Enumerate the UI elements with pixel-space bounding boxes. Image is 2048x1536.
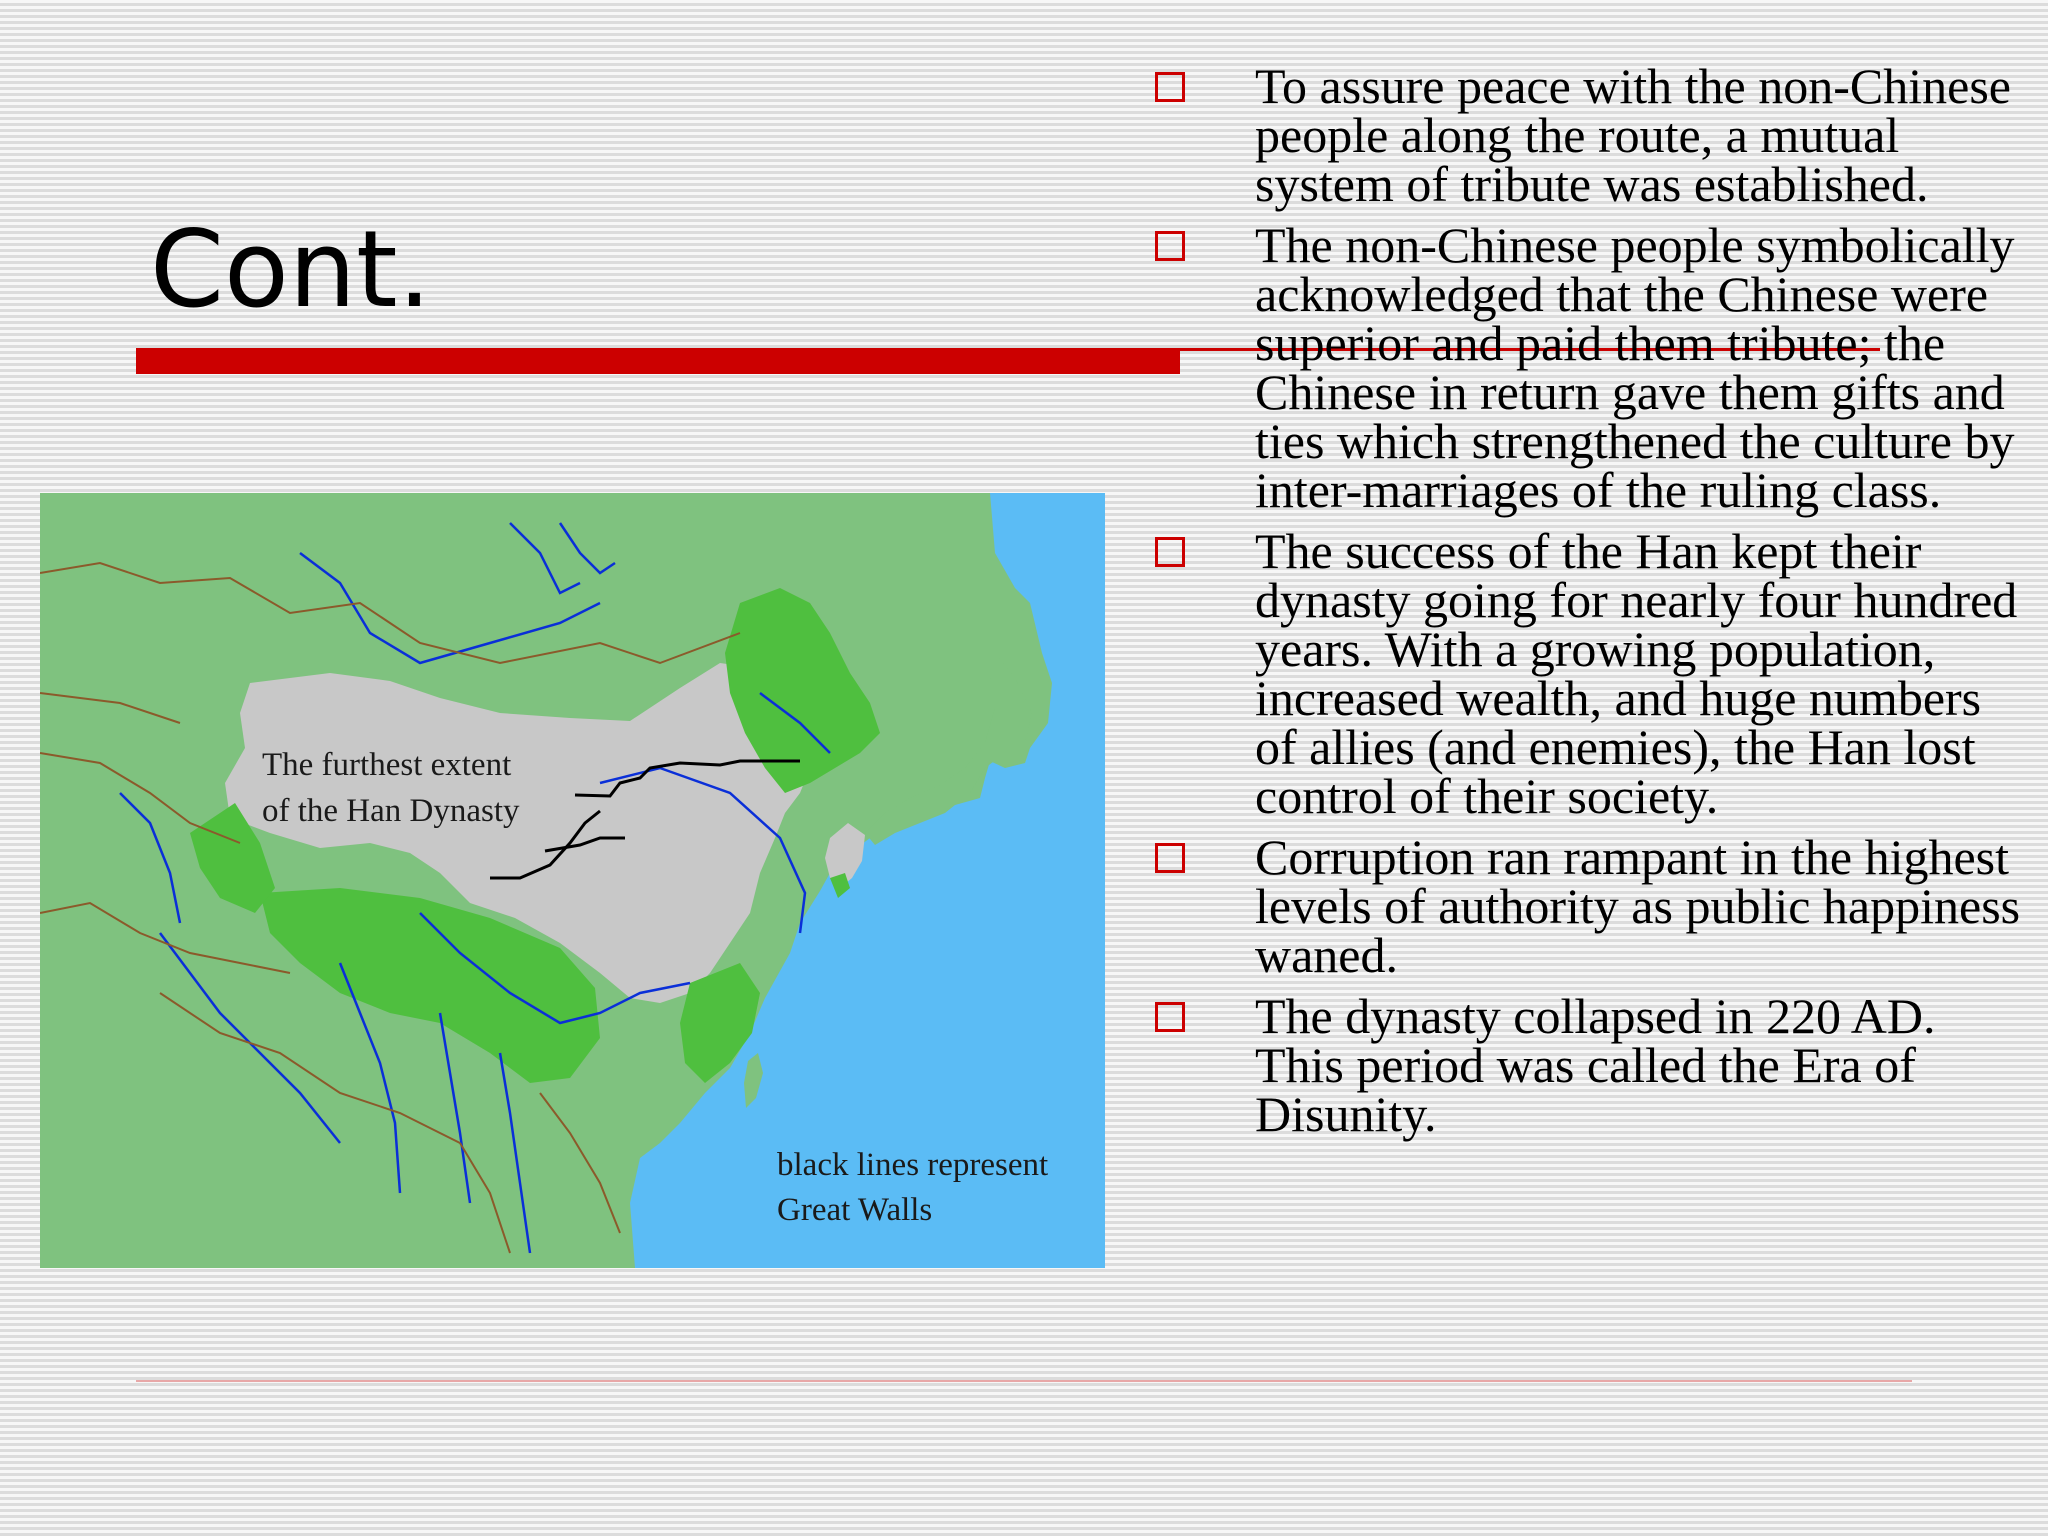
hollow-square-icon: [1155, 72, 1185, 102]
bullet-item: [1155, 58, 2035, 212]
bullet-text: The non-Chinese people symbolically acknowledged that the Chinese were superior and paid them tribute; the Chinese in return gave them gifts and ties which strengthened the culture by inter-marriages of the ruling class.: [1255, 217, 2015, 518]
slide-title: Cont.: [150, 208, 432, 331]
bullet-item: [1155, 523, 2035, 824]
hollow-square-icon: [1155, 231, 1185, 261]
map-svg: [40, 493, 1105, 1268]
bullet-text: To assure peace with the non-Chinese people along the route, a mutual system of tribute was established.: [1255, 58, 2011, 212]
bullet-item: [1155, 217, 2035, 518]
map-label-walls-line1: black lines represent: [777, 1147, 1049, 1183]
map-label-walls-line2: Great Walls: [777, 1192, 933, 1228]
map-label-extent-line2: of the Han Dynasty: [262, 793, 520, 829]
bullet-item: [1155, 829, 2035, 983]
hollow-square-icon: [1155, 843, 1185, 873]
han-dynasty-map: [40, 493, 1105, 1268]
bullet-list: [1155, 58, 2035, 1151]
bullet-text: The dynasty collapsed in 220 AD. This period was called the Era of Disunity.: [1255, 988, 1936, 1142]
bullet-text: Corruption ran rampant in the highest levels of authority as public happiness waned.: [1255, 829, 2021, 983]
footer-divider: [136, 1380, 1912, 1382]
bullet-item: [1155, 988, 2035, 1142]
map-label-extent-line1: The furthest extent: [262, 747, 512, 783]
hollow-square-icon: [1155, 1002, 1185, 1032]
title-underline-bar: [136, 348, 1180, 374]
hollow-square-icon: [1155, 537, 1185, 567]
bullet-text: The success of the Han kept their dynasty going for nearly four hundred years. With a growing population, increased wealth, and huge numbers of allies (and enemies), the Han lost control of their society.: [1255, 523, 2018, 824]
